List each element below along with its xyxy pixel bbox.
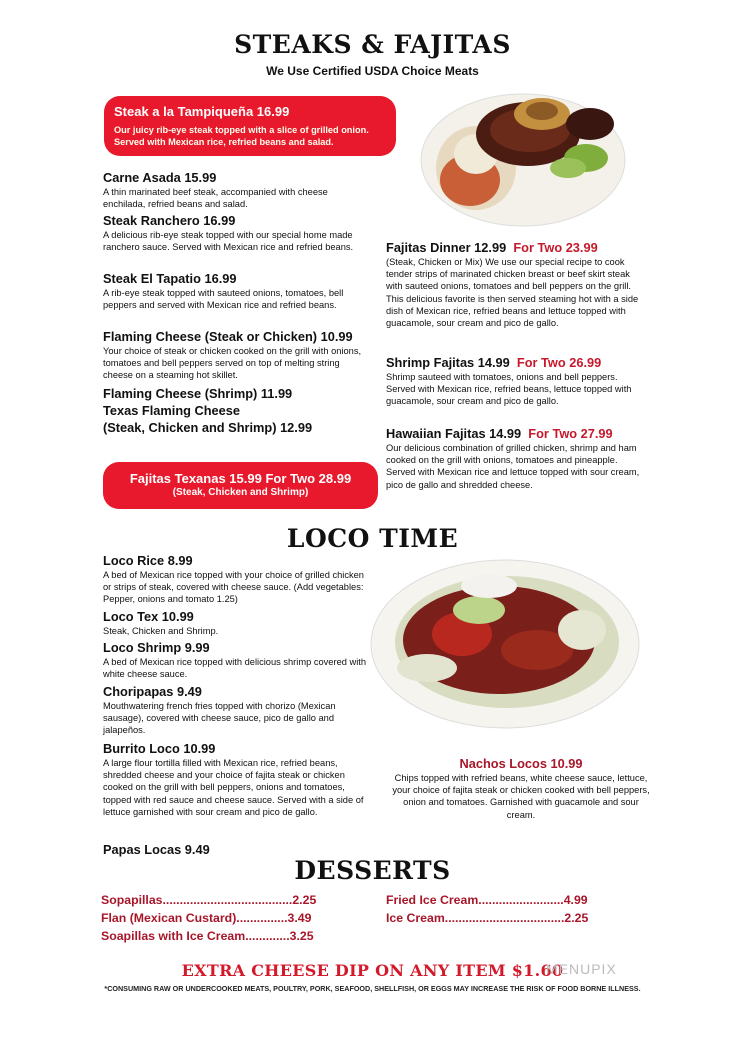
dessert-name: Fried Ice Cream xyxy=(386,893,479,907)
item-burrito-loco xyxy=(103,741,368,818)
dessert-price: 2.25 xyxy=(564,911,589,925)
item-name: Burrito Loco 10.99 xyxy=(103,741,216,756)
item-desc: A delicious rib-eye steak topped with our special home made ranchero sauce. Served with Mexican rice and refried beans. xyxy=(103,230,354,253)
item-name: Choripapas 9.49 xyxy=(103,684,202,699)
item-choripapas xyxy=(103,684,368,737)
dessert-flan xyxy=(101,911,311,925)
watermark: MENUPIX xyxy=(546,961,617,977)
item-desc: (Steak, Chicken or Mix) We use our special recipe to cook tender strips of marinated chicken breast or beef skirt steak with sauteed onions, tomatoes and bell peppers on the grill. This delicious favorite is then served steaming hot with a side dish of Mexican rice, refried beans and lettuce topped with guacamole, sour cream and pico de gallo. xyxy=(386,257,639,329)
dessert-dots: ...................................... xyxy=(162,893,293,907)
dessert-dots: ................................... xyxy=(444,911,565,925)
item-for-two: For Two 23.99 xyxy=(513,240,598,255)
dessert-ice-cream xyxy=(386,911,588,925)
item-for-two: For Two 27.99 xyxy=(528,426,613,441)
item-loco-tex xyxy=(103,609,368,637)
item-desc: Our delicious combination of grilled chicken, shrimp and ham cooked on the grill with onions, tomatoes and pineapple. Served with Mexican rice and lettuce topped with sour cream, pico de gallo and shredded cheese. xyxy=(386,443,640,490)
item-texas-flaming-cheese xyxy=(103,403,368,419)
fajitas-texanas-desc: (Steak, Chicken and Shrimp) xyxy=(172,487,309,498)
dessert-name: Soapillas with Ice Cream xyxy=(101,929,246,943)
extra-cheese-dip-note: EXTRA CHEESE DIP ON ANY ITEM $1.60 xyxy=(181,961,564,980)
dessert-dots: ............. xyxy=(245,929,290,943)
featured-steak-name: Steak a la Tampiqueña 16.99 xyxy=(114,104,290,119)
item-loco-shrimp xyxy=(103,640,368,680)
dessert-name: Flan (Mexican Custard) xyxy=(101,911,237,925)
item-name: Steak El Tapatio 16.99 xyxy=(103,271,237,286)
item-flaming-cheese-shrimp xyxy=(103,386,368,402)
dessert-price: 3.49 xyxy=(287,911,312,925)
item-name: Texas Flaming Cheese xyxy=(103,403,241,418)
item-desc: Chips topped with refried beans, white cheese sauce, lettuce, your choice of fajita steak or chicken cooked with bell peppers, onion and tomatoes. Garnished with guacamole and sour cream. xyxy=(392,773,650,820)
dessert-dots: ......................... xyxy=(478,893,564,907)
item-desc: A thin marinated beef steak, accompanied with cheese enchilada, refried beans and salad. xyxy=(103,187,328,210)
nachos-plate-photo xyxy=(367,550,642,735)
dessert-price: 4.99 xyxy=(563,893,588,907)
dessert-sopapillas xyxy=(101,893,316,907)
item-steak-el-tapatio xyxy=(103,271,368,311)
item-desc: A large flour tortilla filled with Mexican rice, refried beans, shredded cheese and your choice of fajita steak or chicken cooked on the grill with bell peppers, onions and tomatoes, topped with red sauce and cheese sauce. Served with a side of lettuce garnished with sour cream and pico de gallo. xyxy=(103,758,364,817)
item-fajitas-dinner xyxy=(386,240,648,329)
dessert-price: 3.25 xyxy=(289,929,314,943)
loco-title: LOCO TIME xyxy=(286,524,459,553)
dessert-fried-ice-cream xyxy=(386,893,588,907)
item-texas-flaming-cheese-price xyxy=(103,420,368,436)
item-name: Carne Asada 15.99 xyxy=(103,170,217,185)
fajitas-texanas-box xyxy=(103,462,378,509)
item-desc: A bed of Mexican rice topped with your choice of grilled chicken or strips of steak, covered with cheese sauce. (Add vegetables: Pepper, onions and tomato 1.25) xyxy=(103,570,364,605)
item-nachos-locos xyxy=(390,756,652,821)
item-name: Shrimp Fajitas 14.99 xyxy=(386,355,510,370)
item-carne-asada xyxy=(103,170,368,210)
food-safety-disclaimer: *CONSUMING RAW OR UNDERCOOKED MEATS, POULTRY, PORK, SEAFOOD, SHELLFISH, OR EGGS MAY INCREASE THE RISK OF FOOD BORNE ILLNESS. xyxy=(104,984,641,993)
dessert-price: 2.25 xyxy=(292,893,317,907)
steaks-title: STEAKS & FAJITAS xyxy=(234,30,511,59)
item-desc: Shrimp sauteed with tomatoes, onions and bell peppers. Served with Mexican rice, refried beans, lettuce topped with guacamole, sour cream and pico de gallo. xyxy=(386,372,632,407)
item-name: Papas Locas 9.49 xyxy=(103,842,210,857)
dessert-soapillas-ice-cream xyxy=(101,929,314,943)
item-name: Loco Tex 10.99 xyxy=(103,609,194,624)
item-name: Nachos Locos 10.99 xyxy=(459,756,583,771)
item-for-two: For Two 26.99 xyxy=(516,355,602,370)
item-name: Flaming Cheese (Steak or Chicken) 10.99 xyxy=(103,329,353,344)
item-steak-ranchero xyxy=(103,213,368,253)
item-loco-rice xyxy=(103,553,368,606)
desserts-title: DESSERTS xyxy=(294,856,451,885)
item-name: Flaming Cheese (Shrimp) 11.99 xyxy=(103,386,293,401)
steaks-subtitle: We Use Certified USDA Choice Meats xyxy=(266,64,479,78)
item-name: Steak Ranchero 16.99 xyxy=(103,213,236,228)
item-name: (Steak, Chicken and Shrimp) 12.99 xyxy=(103,420,313,435)
item-desc: Mouthwatering french fries topped with chorizo (Mexican sausage), covered with cheese sauce, pico de gallo and jalapeños. xyxy=(103,701,336,736)
item-desc: Your choice of steak or chicken cooked on the grill with onions, tomatoes and bell peppers served on top of melting string cheese on a steaming hot skillet. xyxy=(103,346,362,381)
item-shrimp-fajitas xyxy=(386,355,648,408)
steak-plate-photo xyxy=(418,84,628,229)
item-hawaiian-fajitas xyxy=(386,426,648,491)
item-desc: A rib-eye steak topped with sauteed onions, tomatoes, bell peppers and served with Mexican rice and refried beans. xyxy=(103,288,344,311)
fajitas-texanas-name: Fajitas Texanas 15.99 For Two 28.99 xyxy=(129,471,352,486)
item-name: Hawaiian Fajitas 14.99 xyxy=(386,426,522,441)
featured-steak-desc: Our juicy rib-eye steak topped with a slice of grilled onion. Served with Mexican rice, refried beans and salad. xyxy=(114,125,369,147)
item-name: Fajitas Dinner 12.99 xyxy=(386,240,507,255)
item-flaming-cheese xyxy=(103,329,368,382)
featured-steak-box xyxy=(104,96,396,156)
item-name: Loco Rice 8.99 xyxy=(103,553,193,568)
dessert-name: Ice Cream xyxy=(386,911,445,925)
item-desc: A bed of Mexican rice topped with delicious shrimp covered with white cheese sauce. xyxy=(103,657,367,680)
dessert-dots: ............... xyxy=(236,911,288,925)
item-name: Loco Shrimp 9.99 xyxy=(103,640,210,655)
dessert-name: Sopapillas xyxy=(101,893,163,907)
item-desc: Steak, Chicken and Shrimp. xyxy=(103,626,219,636)
